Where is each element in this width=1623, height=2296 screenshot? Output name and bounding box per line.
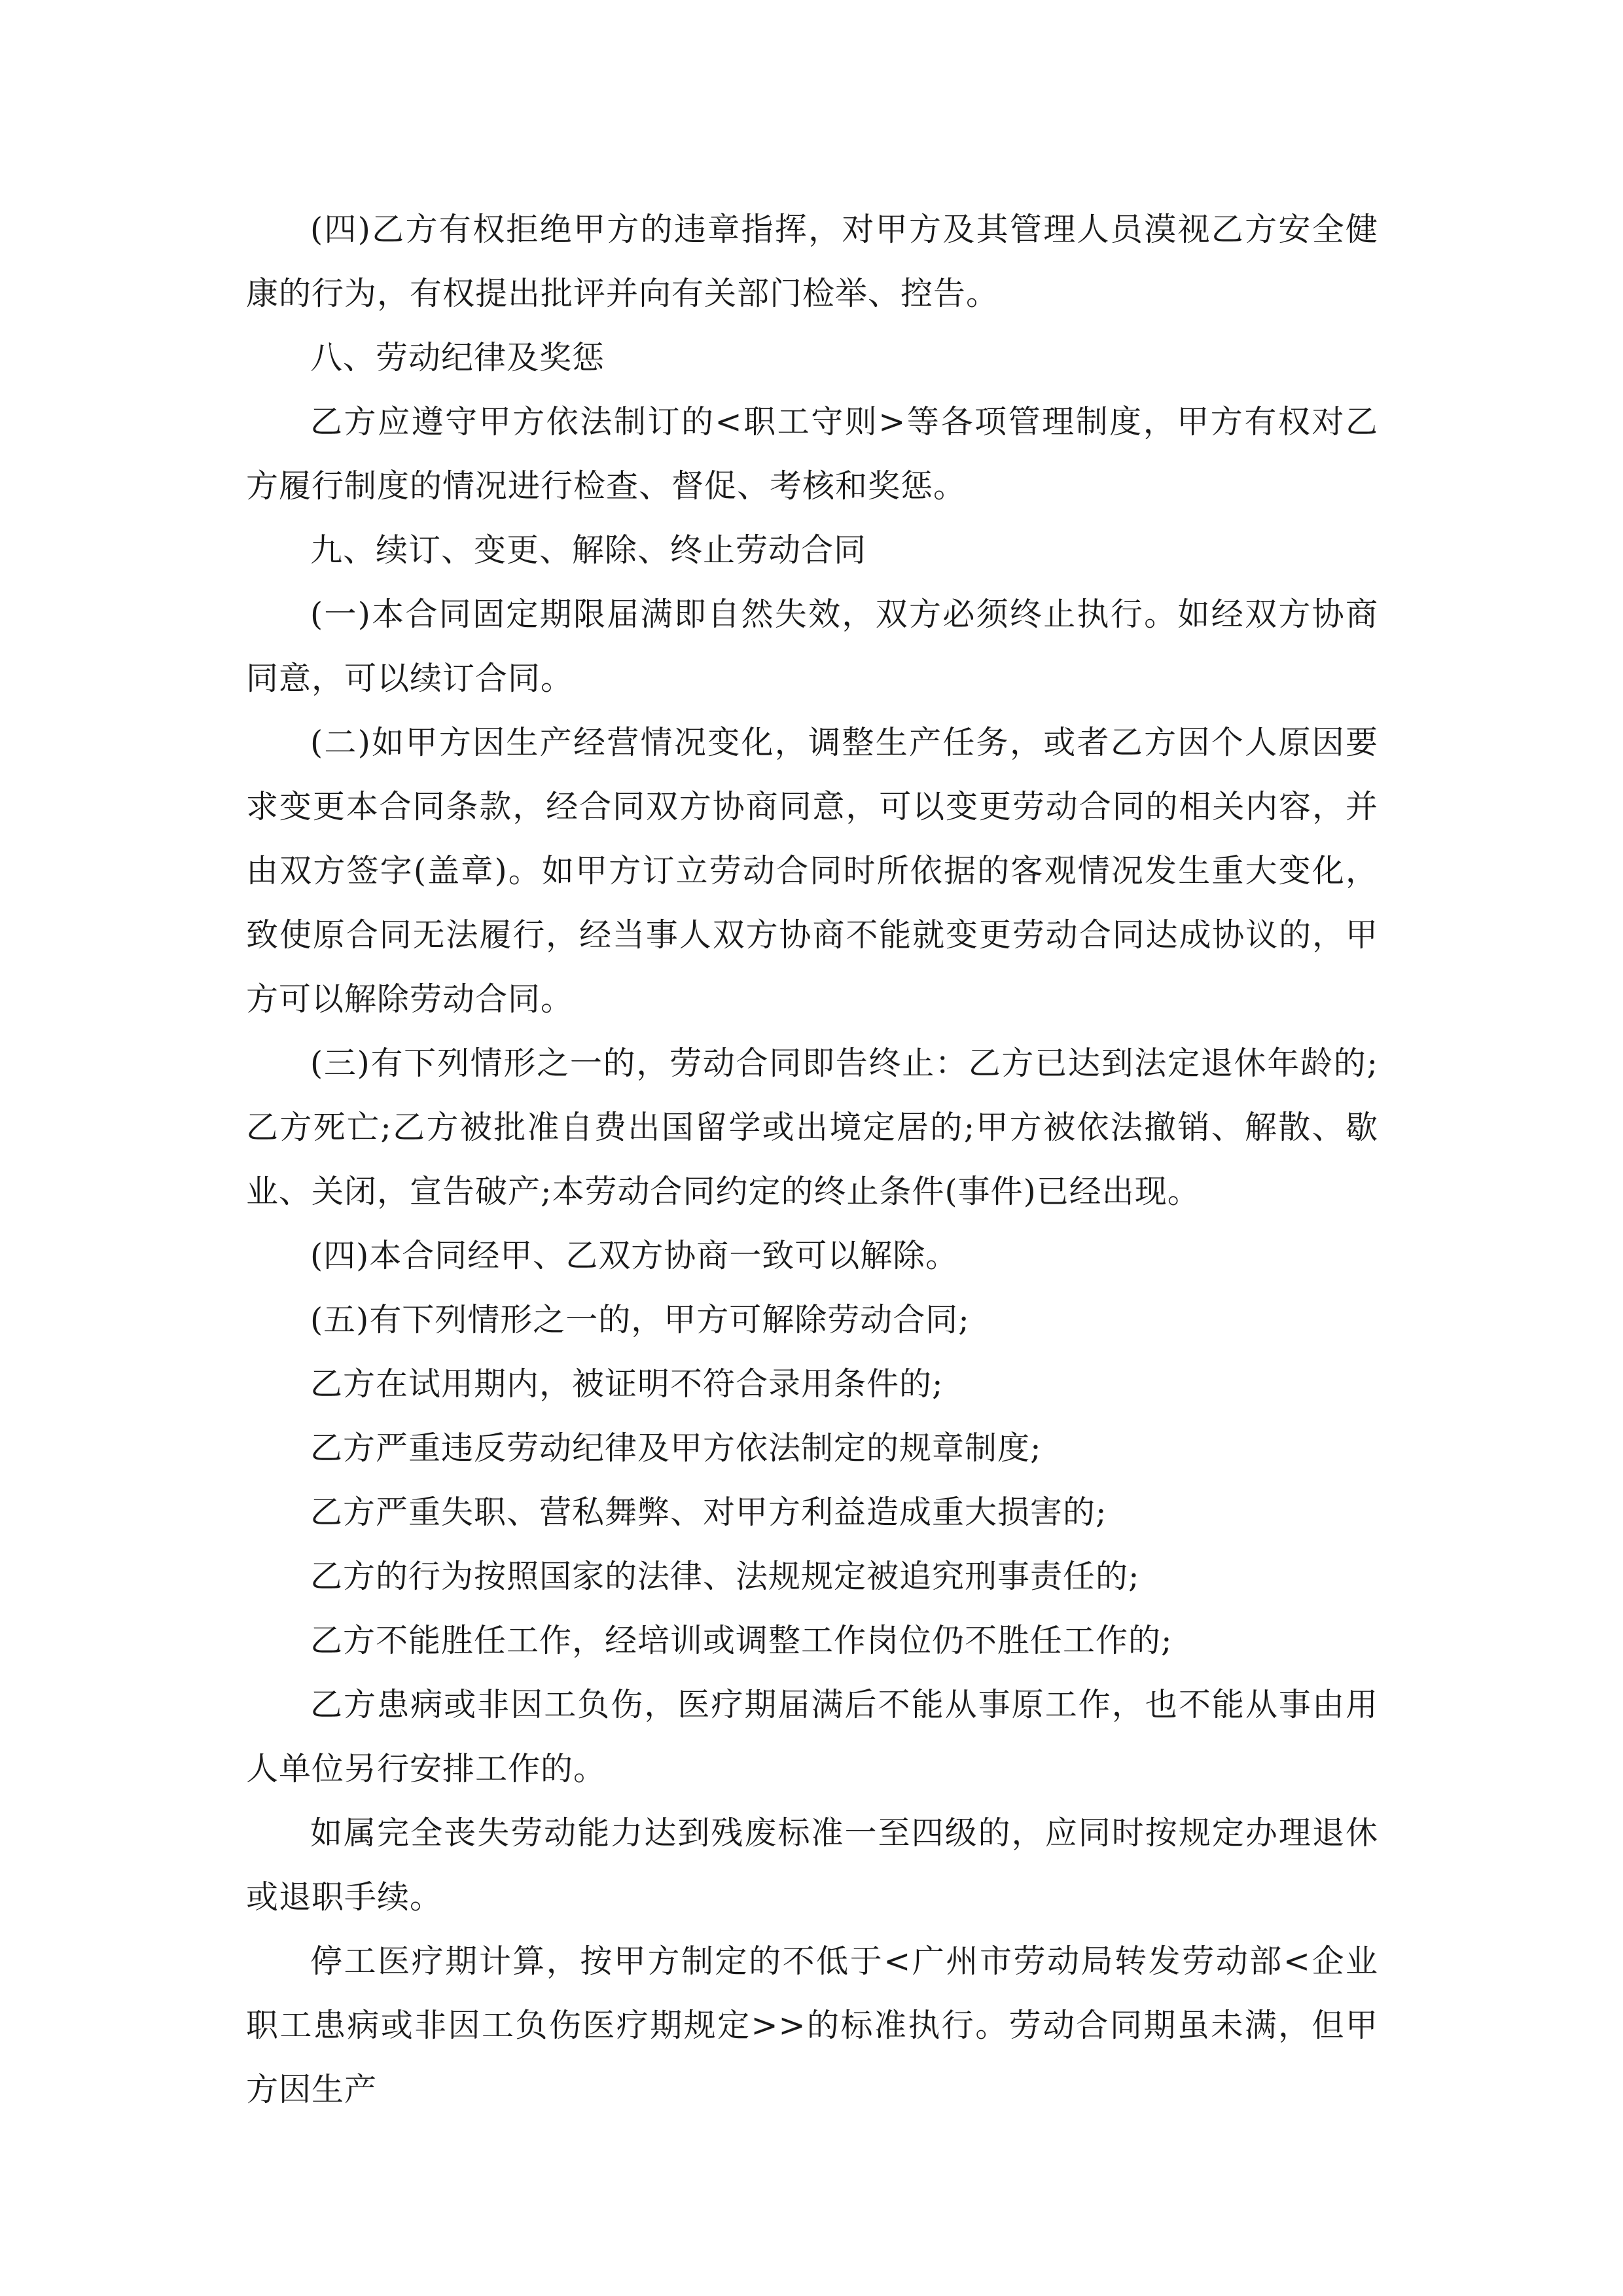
list-item-condition-4: 乙方的行为按照国家的法律、法规规定被追究刑事责任的;	[310, 1558, 1140, 1595]
paragraph-medical-period: 停工医疗期计算，按甲方制定的不低于<广州市劳动局转发劳动部<企业职工患病或非因工负伤医疗期规定>>的标准执行。劳动合同期虽未满，但甲方因生产	[246, 1943, 1378, 2108]
list-item-condition-2: 乙方严重违反劳动纪律及甲方依法制定的规章制度;	[310, 1429, 1042, 1467]
list-item-condition-1: 乙方在试用期内，被证明不符合录用条件的;	[310, 1365, 944, 1403]
paragraph-clause-9-5: (五)有下列情形之一的，甲方可解除劳动合同;	[310, 1301, 970, 1338]
section-heading-8: 八、劳动纪律及奖惩	[310, 339, 605, 376]
document-body	[246, 198, 1378, 2122]
paragraph-section-8: 乙方应遵守甲方依法制订的<职工守则>等各项管理制度，甲方有权对乙方履行制度的情况进行检查、督促、考核和奖惩。	[246, 403, 1378, 505]
list-item-condition-6: 乙方患病或非因工负伤，医疗期届满后不能从事原工作，也不能从事由用人单位另行安排工作的。	[246, 1686, 1378, 1787]
paragraph-disability: 如属完全丧失劳动能力达到残废标准一至四级的，应同时按规定办理退休或退职手续。	[246, 1814, 1378, 1916]
list-item-condition-3: 乙方严重失职、营私舞弊、对甲方利益造成重大损害的;	[310, 1494, 1107, 1531]
paragraph-clause-9-2: (二)如甲方因生产经营情况变化，调整生产任务，或者乙方因个人原因要求变更本合同条款，经合同双方协商同意，可以变更劳动合同的相关内容，并由双方签字(盖章)。如甲方订立劳动合同时所依据的客观情况发生重大变化，致使原合同无法履行，经当事人双方协商不能就变更劳动合同达成协议的，甲方可以解除劳动合同。	[246, 724, 1379, 1018]
paragraph-clause-9-3: (三)有下列情形之一的，劳动合同即告终止：乙方已达到法定退休年龄的;乙方死亡;乙方被批准自费出国留学或出境定居的;甲方被依法撤销、解散、歇业、关闭，宣告破产;本劳动合同约定的终止条件(事件)已经出现。	[246, 1045, 1378, 1210]
list-item-condition-5: 乙方不能胜任工作，经培训或调整工作岗位仍不胜任工作的;	[310, 1622, 1173, 1659]
paragraph-clause-9-4: (四)本合同经甲、乙双方协商一致可以解除。	[310, 1237, 959, 1274]
paragraph-clause-9-1: (一)本合同固定期限届满即自然失效，双方必须终止执行。如经双方协商同意，可以续订合同。	[246, 596, 1378, 697]
section-heading-9: 九、续订、变更、解除、终止劳动合同	[310, 531, 867, 569]
paragraph-clause-7-4: (四)乙方有权拒绝甲方的违章指挥，对甲方及其管理人员漠视乙方安全健康的行为，有权提出批评并向有关部门检举、控告。	[246, 211, 1378, 312]
